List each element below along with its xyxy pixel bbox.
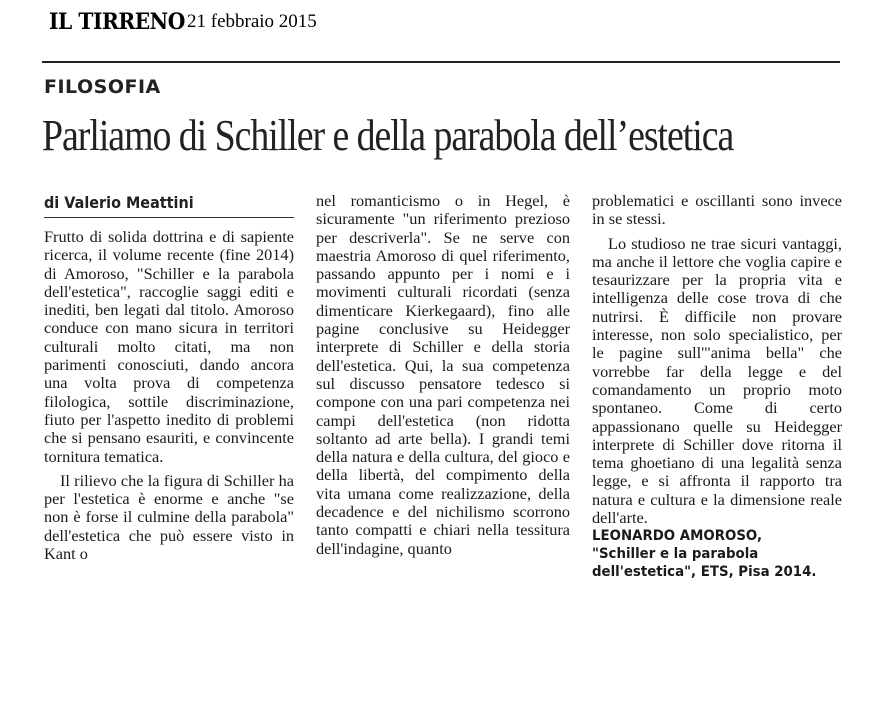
article-column-3 (592, 192, 842, 581)
article-column-2 (316, 192, 570, 558)
publication-date: 21 febbraio 2015 (187, 11, 317, 32)
header-rule (42, 61, 840, 63)
byline-rule (44, 217, 294, 218)
column-3-paragraph-2: Lo studioso ne trae sicuri vantaggi, ma anche il lettore che voglia capire e tesaurizzare per la propria vita e intelligenza delle cose trova di che nutrirsi. È difficile non provare interesse, non solo specialistico, per le pagine sull'"anima bella" che vorrebbe far della legge e del comandamento un proprio moto spontaneo. Come di certo appassionano quelle su Heidegger interprete di Schiller dove ritorna il tema ghoetiano di una legalità senza legge, e si affronta il rapporto tra natura e cultura e la dimensione reale dell'arte. (592, 233, 842, 528)
section-label: FILOSOFIA (44, 76, 161, 98)
book-credit (592, 527, 842, 581)
newspaper-name: IL TIRRENO (49, 9, 185, 35)
column-1-paragraph-1: Frutto di solida dottrina e di sapiente ricerca, il volume recente (fine 2014) di Amoroso, "Schiller e la parabola dell'estetica", raccoglie saggi editi e inediti, ben legati dal titolo. Amoroso conduce con mano sicura in territori culturali molto citati, ma non parimenti conosciuti, dando ancora una volta prova di competenza filologica, sottile discriminazione, fiuto per l'aspetto inedito di problemi che si pensano esauriti, e convincente tornitura tematica. (44, 227, 294, 466)
column-2-paragraph-1: nel romanticismo o in Hegel, è sicuramente "un riferimento prezioso per descriverla". Se ne serve con maestria Amoroso di quel riferimento, passando appunto per i nomi e i movimenti culturali ricordati (senza dimenticare Kierkegaard), fino alle pagine conclusive su Heidegger interprete di Schiller e della storia dell'estetica. Qui, la sua competenza sul discusso pensatore tedesco si compone con una pari competenza nei campi dell'estetica (non ridotta soltanto ad arte bella). I grandi temi della natura e della cultura, del gioco e della libertà, del compimento della vita umana come realizzazione, della decadence e del nichilismo scorrono tanto compatti e chiari nella tessitura dell'indagine, quanto (316, 191, 570, 558)
book-details: "Schiller e la parabola dell'estetica", ETS, Pisa 2014. (592, 546, 817, 581)
article-byline: di Valerio Meattini (44, 193, 194, 212)
column-1-paragraph-2: Il rilievo che la figura di Schiller ha per l'estetica è enorme e anche "se non è forse il culmine della parabola" dell'estetica che può essere visto in Kant o (44, 470, 294, 564)
column-3-paragraph-1: problematici e oscillanti sono invece in se stessi. (592, 191, 842, 229)
book-author: LEONARDO AMOROSO, (592, 528, 763, 545)
article-column-1 (44, 228, 294, 563)
article-headline: Parliamo di Schiller e della parabola dell’estetica (42, 111, 734, 160)
